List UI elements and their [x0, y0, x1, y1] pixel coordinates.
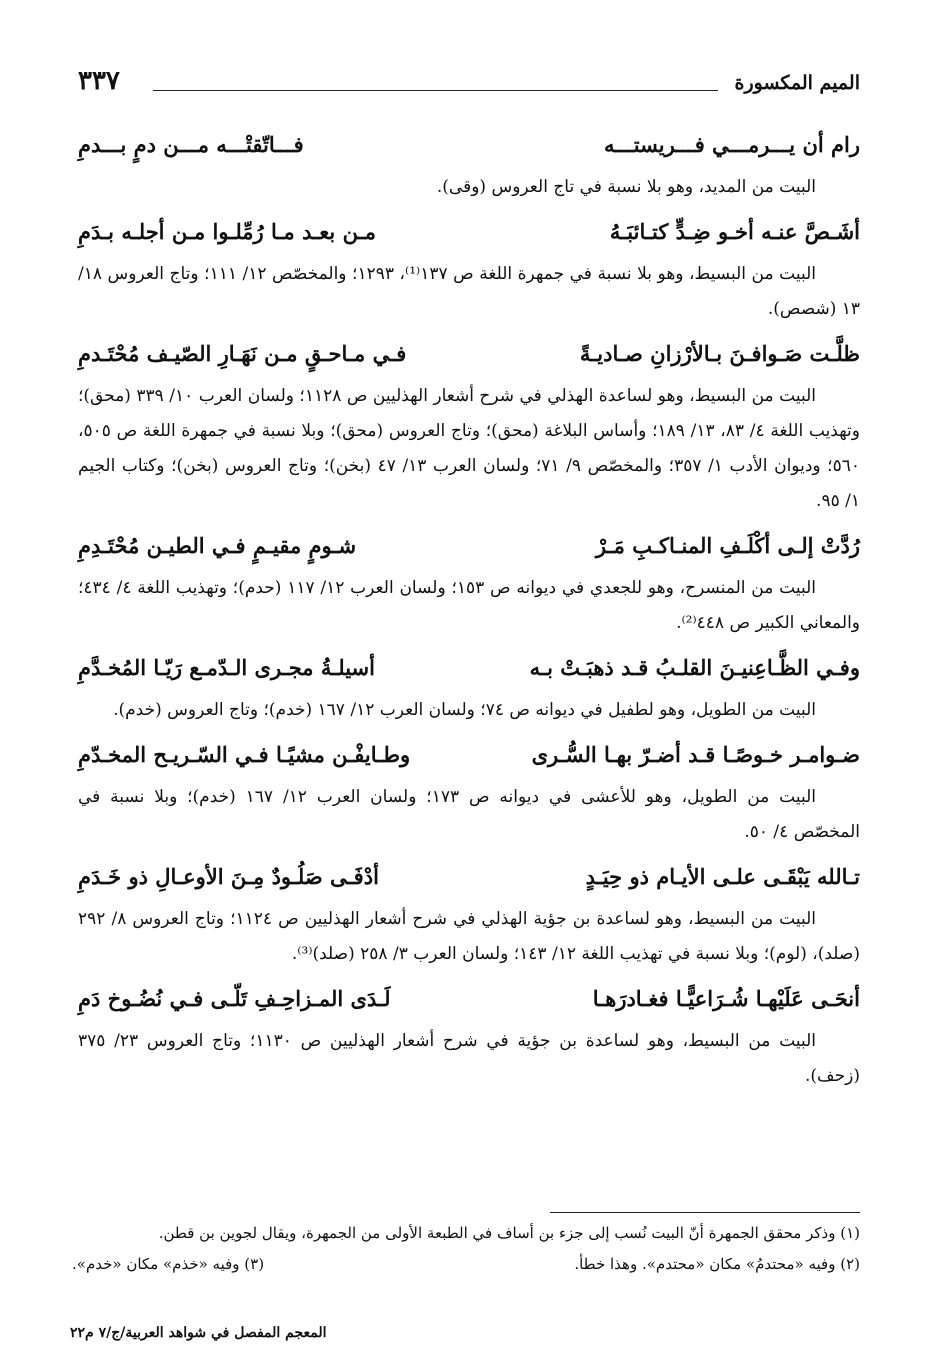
- first-hemistich: رُدَّتْ إلـى أكْلَـفِ المنـاكـبِ مَـرْ: [595, 533, 860, 558]
- first-hemistich: وفـي الظَّـاعِنيـنَ القلـبُ قـد ذهبَـتْ بـه: [529, 655, 860, 680]
- first-hemistich: ضـوامـر خـوصًـا قـد أضـرّ بهـا السُّـرى: [531, 742, 860, 767]
- verse-commentary: البيت من الطويل، وهو للأعشى في ديوانه ص ١٧٣؛ ولسان العرب ١٢/ ١٦٧ (خدم)؛ وبلا نسبة في المخصّص ٤/ ٥٠.: [78, 787, 860, 842]
- verse-commentary: البيت من البسيط، وهو لساعدة بن جؤية الهذلي في شرح أشعار الهذليين ص ١١٢٤؛ وتاج العروس ٨/ ٢٩٢ (صلد)، (لوم)؛ وبلا نسبة في تهذيب اللغة ١٢/ ١٤٣؛ ولسان العرب ٣/ ٢٥٨ (صلد)⁽³⁾.: [78, 909, 860, 964]
- second-hemistich: لَـدَى المـزاحِـفِ تَلّـى فـي نُضُـوخ دَمِ: [78, 986, 391, 1011]
- verse-commentary: البيت من البسيط، وهو لساعدة الهذلي في شرح أشعار الهذليين ص ١١٢٨؛ ولسان العرب ١٠/ ٣٣٩ (محق)؛ وتهذيب اللغة ٤/ ٨٣، ١٣/ ١٨٩؛ وأساس البلاغة (محق)؛ وتاج العروس (محق)؛ وبلا نسبة في جمهرة اللغة ص ٥٠٥، ٥٦٠؛ وديوان الأدب ١/ ٣٥٧؛ والمخصّص ٩/ ٧١؛ ولسان العرب ١٣/ ٤٧ (بخن)؛ وتاج العروس (بخن)؛ وكتاب الجيم ١/ ٩٥.: [78, 386, 860, 511]
- footnotes: [72, 1220, 860, 1278]
- first-hemistich: تـالله يَبْقَـى علـى الأيـام ذو حِيَـدٍ: [585, 864, 860, 889]
- footnote-rule: [550, 1212, 860, 1213]
- second-hemistich: مـن بعـد مـا رُمِّلـوا مـن أجلـه بـدَمِ: [78, 219, 376, 244]
- second-hemistich: شـومٍ مقيـمٍ فـي الطيـن مُحْتَـدِمِ: [78, 533, 357, 558]
- verse-entry: [78, 643, 860, 728]
- verse-entry: [78, 521, 860, 641]
- second-hemistich: وطـايفْـن مشيًـا فـي السّـريـح المخـدّمِ: [78, 742, 411, 767]
- page-header: [78, 66, 860, 106]
- second-hemistich: فـي مـاحـقٍ مـن نَهَـارِ الصّيـف مُحْتَـدمِ: [78, 341, 407, 366]
- verse-line: [78, 643, 860, 693]
- verse-commentary: البيت من المديد، وهو بلا نسبة في تاج العروس (وقى).: [436, 177, 816, 197]
- verse-entry: [78, 207, 860, 327]
- footnote-2: (٢) وفيه «محتدمُ» مكان «محتدم». وهذا خطأ.: [574, 1255, 860, 1273]
- first-hemistich: أشَـصَّ عنـه أخـو ضِـدٍّ كتـائبَـهُ: [609, 219, 860, 244]
- verse-line: [78, 207, 860, 257]
- verse-line: [78, 974, 860, 1024]
- first-hemistich: ظلَّـت صَـوافـنَ بـالأرْزانِ صـاديـةً: [579, 341, 860, 366]
- verse-line: [78, 521, 860, 571]
- verse-entry: [78, 730, 860, 850]
- main-content: [78, 120, 860, 1096]
- verse-commentary: البيت من البسيط، وهو لساعدة بن جؤية في شرح أشعار الهذليين ص ١١٣٠؛ وتاج العروس ٢٣/ ٣٧٥ (زحف).: [78, 1031, 860, 1086]
- footnote-1: (١) وذكر محقق الجمهرة أنّ البيت نُسب إلى جزء بن أساف في الطبعة الأولى من الجمهرة، ويقال لجوين بن قطن.: [158, 1224, 860, 1242]
- verse-line: [78, 329, 860, 379]
- running-title: الميم المكسورة: [734, 72, 860, 94]
- verse-line: [78, 120, 860, 170]
- book-signature: المعجم المفصل في شواهد العربية/ج/٧ م٢٢: [70, 1325, 327, 1341]
- verse-entry: [78, 120, 860, 205]
- footnote-row: [72, 1251, 860, 1278]
- first-hemistich: رام أن يـــرمـــي فـــريستـــه: [604, 132, 860, 157]
- verse-line: [78, 730, 860, 780]
- second-hemistich: أسيلـةُ مجـرى الـدّمـع رَيّـا المُخـدَّمِ: [78, 655, 375, 680]
- verse-entry: [78, 974, 860, 1094]
- verse-entry: [78, 329, 860, 519]
- footnote-3: (٣) وفيه «خذم» مكان «خدم».: [72, 1255, 265, 1273]
- verse-line: [78, 852, 860, 902]
- second-hemistich: فـــاتّقتْـــه مـــن دمٍ بـــدمِ: [78, 132, 304, 157]
- first-hemistich: أنحَـى عَلَيْهـا شُـرَاعيًّـا فغـادرَهـا: [592, 986, 860, 1011]
- verse-commentary: البيت من المنسرح، وهو للجعدي في ديوانه ص ١٥٣؛ ولسان العرب ١٢/ ١١٧ (حدم)؛ وتهذيب اللغة ٤/ ٤٣٤؛ والمعاني الكبير ص ٤٤٨⁽²⁾.: [78, 578, 860, 633]
- second-hemistich: أدْفَـى صَلُـودٌ مِـنَ الأوعـالِ ذو خَـدَمِ: [78, 864, 379, 889]
- page-number: ٣٣٧: [78, 66, 120, 96]
- verse-commentary: البيت من الطويل، وهو لطفيل في ديوانه ص ٧٤؛ ولسان العرب ١٢/ ١٦٧ (خدم)؛ وتاج العروس (خدم).: [113, 700, 816, 720]
- header-rule: [153, 90, 718, 91]
- verse-entry: [78, 852, 860, 972]
- verse-commentary: البيت من البسيط، وهو بلا نسبة في جمهرة اللغة ص ١٣٧⁽¹⁾، ١٢٩٣؛ والمخصّص ١٢/ ١١١؛ وتاج العروس ١٨/ ١٣ (شصص).: [78, 264, 860, 319]
